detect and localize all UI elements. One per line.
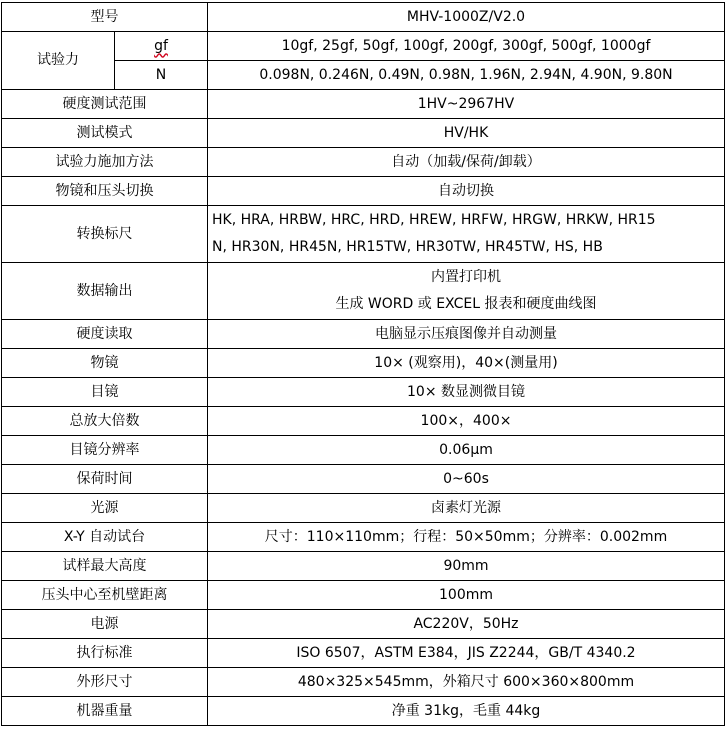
row-value: AC220V，50Hz — [208, 610, 725, 639]
table-row — [2, 407, 725, 436]
row-value: 1HV~2967HV — [208, 90, 725, 119]
row-value: HV/HK — [208, 119, 725, 148]
row-value: 0.098N, 0.246N, 0.49N, 0.98N, 1.96N, 2.94N, 4.90N, 9.80N — [208, 61, 725, 90]
row-value: ISO 6507，ASTM E384，JIS Z2244，GB/T 4340.2 — [208, 639, 725, 668]
table-row — [2, 206, 725, 263]
row-label: 物镜 — [2, 349, 208, 378]
row-value: 100×，400× — [208, 407, 725, 436]
table-row — [2, 119, 725, 148]
table-row — [2, 610, 725, 639]
table-row — [2, 581, 725, 610]
row-label: 试验力 — [2, 32, 115, 90]
unit-label: N — [115, 61, 208, 90]
table-row — [2, 494, 725, 523]
table-row — [2, 697, 725, 726]
spec-table — [1, 2, 725, 726]
row-value — [208, 263, 725, 320]
row-label: 目镜分辨率 — [2, 436, 208, 465]
table-row — [2, 378, 725, 407]
row-label: 总放大倍数 — [2, 407, 208, 436]
table-row — [2, 436, 725, 465]
row-value: 10gf, 25gf, 50gf, 100gf, 200gf, 300gf, 500gf, 1000gf — [208, 32, 725, 61]
value-line: 生成 WORD 或 EXCEL 报表和硬度曲线图 — [335, 296, 597, 312]
value-line: HK, HRA, HRBW, HRC, HRD, HREW, HRFW, HRGW, HRKW, HR15 — [212, 212, 656, 228]
row-value: 0~60s — [208, 465, 725, 494]
table-row — [2, 320, 725, 349]
table-row — [2, 90, 725, 119]
row-value: 480×325×545mm，外箱尺寸 600×360×800mm — [208, 668, 725, 697]
table-row — [2, 465, 725, 494]
row-value: 90mm — [208, 552, 725, 581]
row-label: 保荷时间 — [2, 465, 208, 494]
row-label: 硬度读取 — [2, 320, 208, 349]
row-label: 试样最大高度 — [2, 552, 208, 581]
row-label: 数据输出 — [2, 263, 208, 320]
value-line: N, HR30N, HR45N, HR15TW, HR30TW, HR45TW, HS, HB — [212, 239, 603, 255]
row-value: 10× 数显测微目镜 — [208, 378, 725, 407]
table-row — [2, 639, 725, 668]
value-line: 内置打印机 — [431, 269, 501, 285]
row-value: 电脑显示压痕图像并自动测量 — [208, 320, 725, 349]
row-value: 100mm — [208, 581, 725, 610]
table-row — [2, 177, 725, 206]
row-label: 外形尺寸 — [2, 668, 208, 697]
row-label: 型号 — [2, 3, 208, 32]
table-row — [2, 668, 725, 697]
row-label: 执行标准 — [2, 639, 208, 668]
row-label: 压头中心至机壁距离 — [2, 581, 208, 610]
row-value: 自动切换 — [208, 177, 725, 206]
row-label: 机器重量 — [2, 697, 208, 726]
table-row — [2, 349, 725, 378]
row-label: 物镜和压头切换 — [2, 177, 208, 206]
row-label: 转换标尺 — [2, 206, 208, 263]
row-value: 净重 31kg，毛重 44kg — [208, 697, 725, 726]
row-label: 目镜 — [2, 378, 208, 407]
row-label: X-Y 自动试台 — [2, 523, 208, 552]
row-value: 0.06μm — [208, 436, 725, 465]
table-row — [2, 3, 725, 32]
row-label: 硬度测试范围 — [2, 90, 208, 119]
row-label: 光源 — [2, 494, 208, 523]
row-value: 10× (观察用)，40×(测量用) — [208, 349, 725, 378]
row-label: 试验力施加方法 — [2, 148, 208, 177]
row-label: 测试模式 — [2, 119, 208, 148]
row-value: 尺寸：110×110mm；行程：50×50mm；分辨率：0.002mm — [208, 523, 725, 552]
table-row — [2, 148, 725, 177]
table-row — [2, 32, 725, 61]
row-value: 卤素灯光源 — [208, 494, 725, 523]
table-row — [2, 263, 725, 320]
row-value — [208, 206, 725, 263]
table-row — [2, 523, 725, 552]
row-label: 电源 — [2, 610, 208, 639]
row-value: 自动（加载/保荷/卸载） — [208, 148, 725, 177]
row-value: MHV-1000Z/V2.0 — [208, 3, 725, 32]
table-row — [2, 552, 725, 581]
unit-label: gf — [115, 32, 208, 61]
